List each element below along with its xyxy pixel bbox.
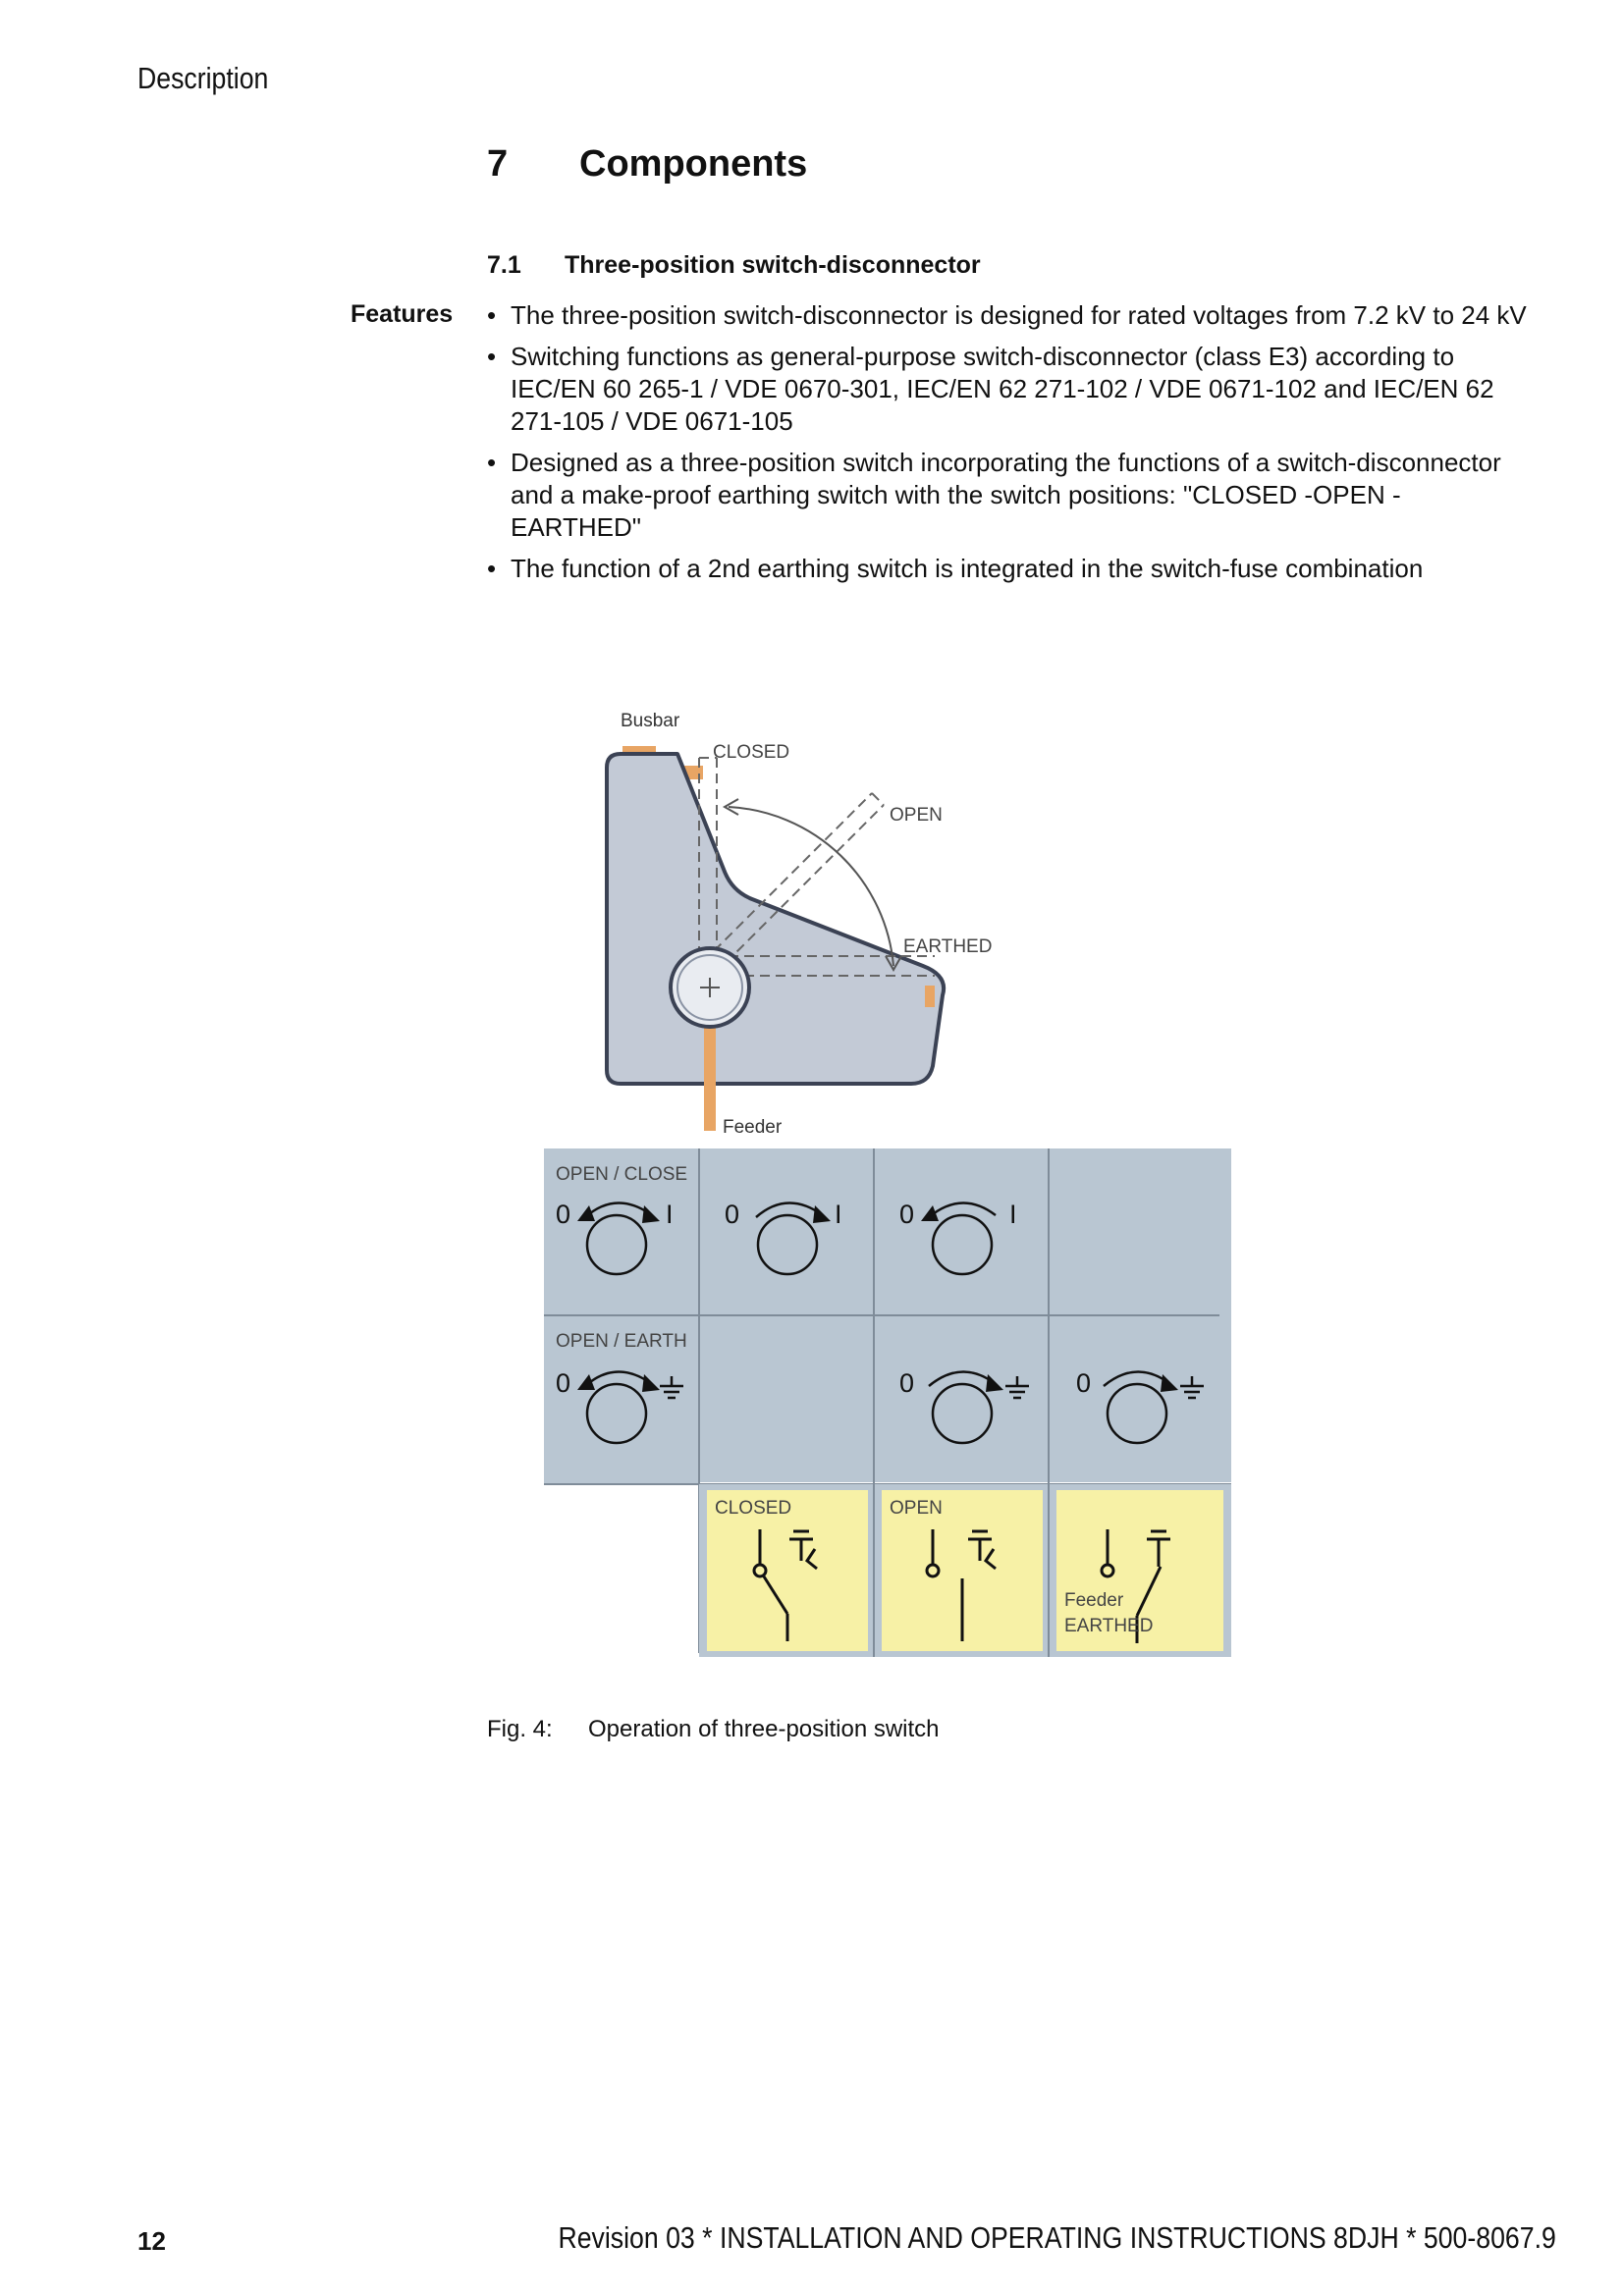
- position-zero-symbol: 0: [899, 1200, 915, 1229]
- caption-label: Fig. 4:: [487, 1716, 553, 1742]
- position-zero-symbol: 0: [1076, 1368, 1092, 1398]
- caption-text: Operation of three-position switch: [588, 1716, 940, 1742]
- feeder-label: Feeder: [723, 1117, 783, 1138]
- open-position-label: OPEN: [890, 805, 943, 826]
- state-feeder-label: Feeder: [1064, 1590, 1124, 1611]
- position-one-symbol: I: [666, 1200, 674, 1229]
- switch-schematic: [607, 711, 992, 1138]
- switch-housing: [607, 754, 944, 1084]
- page-number: 12: [137, 2226, 166, 2256]
- figure-svg: [530, 699, 1237, 1661]
- chapter-number: 7: [487, 143, 509, 185]
- feature-item: • Designed as a three-position switch incorporating the functions of a switch-disconnector and a make-proof earthing switch with the switch positions: "CLOSED -OPEN - EARTHED": [487, 447, 1528, 544]
- busbar-label: Busbar: [621, 711, 680, 731]
- running-header: Description: [137, 61, 269, 95]
- state-earthed-box: [1056, 1490, 1223, 1651]
- position-one-symbol: I: [835, 1200, 842, 1229]
- feeder-bar: [704, 1023, 716, 1131]
- state-open-label: OPEN: [890, 1498, 943, 1519]
- section-number: 7.1: [487, 251, 521, 279]
- position-zero-symbol: 0: [556, 1200, 571, 1229]
- running-footer: Revision 03 * INSTALLATION AND OPERATING INSTRUCTIONS 8DJH * 500-8067.9: [558, 2220, 1556, 2255]
- position-zero-symbol: 0: [725, 1200, 740, 1229]
- position-zero-symbol: 0: [899, 1368, 915, 1398]
- position-zero-symbol: 0: [556, 1368, 571, 1398]
- earthed-position-label: EARTHED: [903, 936, 993, 957]
- grid-empty-corner: [544, 1484, 699, 1661]
- open-close-label: OPEN / CLOSE: [556, 1164, 688, 1185]
- open-earth-label: OPEN / EARTH: [556, 1331, 687, 1352]
- feature-item: • Switching functions as general-purpose switch-disconnector (class E3) according to IEC/EN 60 265-1 / VDE 0670-301, IEC/EN 62 271-102 / VDE 0671-102 and IEC/EN 62 271-105 / VDE 0671-105: [487, 341, 1528, 438]
- features-side-label: Features: [351, 300, 454, 328]
- state-open-box: [882, 1490, 1043, 1651]
- section-title: Three-position switch-disconnector: [565, 251, 981, 279]
- feature-item: • The three-position switch-disconnector is designed for rated voltages from 7.2 kV to 24 kV: [487, 299, 1528, 332]
- state-closed-box: [707, 1490, 868, 1651]
- chapter-title: Components: [579, 143, 808, 185]
- feature-item: • The function of a 2nd earthing switch is integrated in the switch-fuse combination: [487, 553, 1528, 585]
- closed-position-label: CLOSED: [713, 742, 790, 763]
- state-earthed-label: EARTHED: [1064, 1616, 1154, 1636]
- position-one-symbol: I: [1009, 1200, 1017, 1229]
- state-closed-label: CLOSED: [715, 1498, 792, 1519]
- features-list: [487, 299, 1528, 594]
- switch-operation-figure: [530, 699, 1237, 1661]
- earthed-contact: [925, 986, 935, 1007]
- operating-grid: [544, 1148, 1231, 1661]
